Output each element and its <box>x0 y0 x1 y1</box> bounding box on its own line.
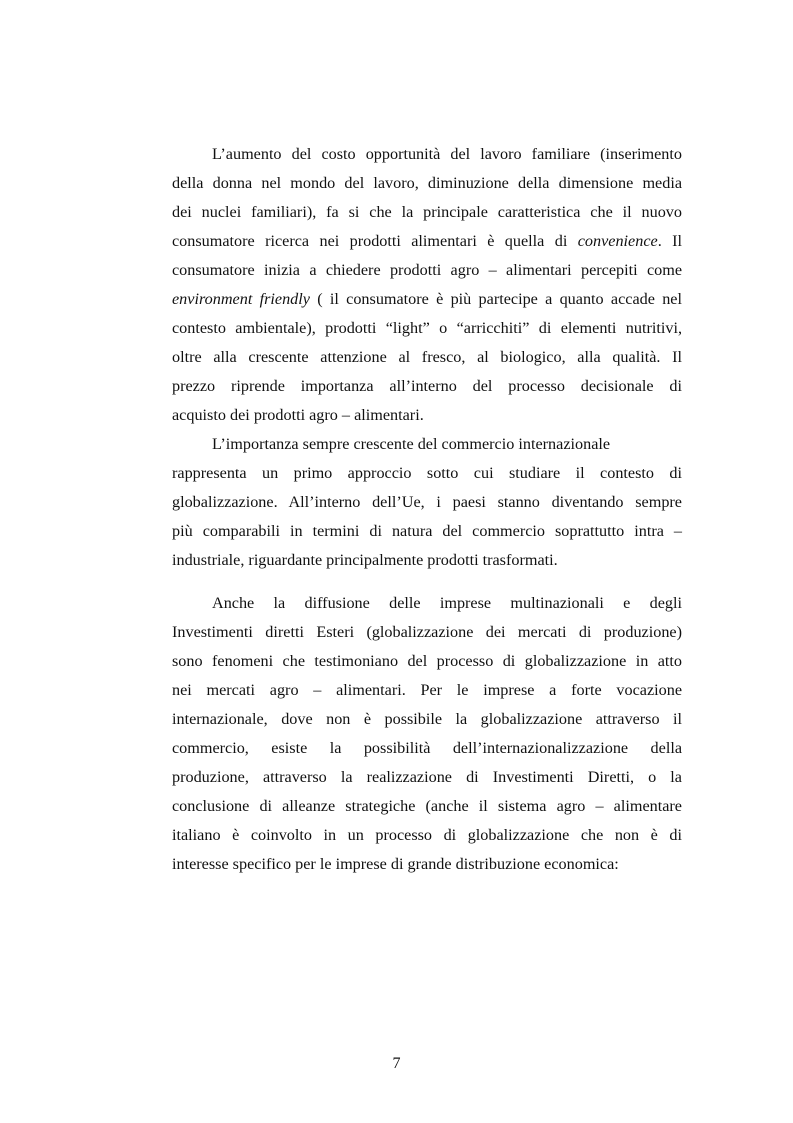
paragraph-3-line-3: sono fenomeni che testimoniano del processo di globalizzazione in atto <box>172 652 682 670</box>
paragraph-3-line-9: italiano è coinvolto in un processo di globalizzazione che non è di <box>172 826 682 844</box>
paragraph-3-line-4: nei mercati agro – alimentari. Per le imprese a forte vocazione <box>172 681 682 699</box>
paragraph-2-line-4: più comparabili in termini di natura del commercio soprattutto intra – <box>172 522 682 540</box>
paragraph-1-line-2: della donna nel mondo del lavoro, diminuzione della dimensione media <box>172 174 682 192</box>
paragraph-3-line-6: commercio, esiste la possibilità dell’internazionalizzazione della <box>172 739 682 757</box>
paragraph-2-line-3: globalizzazione. All’interno dell’Ue, i paesi stanno diventando sempre <box>172 493 682 511</box>
paragraph-1-line-10: acquisto dei prodotti agro – alimentari. <box>172 406 424 424</box>
paragraph-1-line-9: prezzo riprende importanza all’interno del processo decisionale di <box>172 377 682 395</box>
paragraph-3-line-7: produzione, attraverso la realizzazione di Investimenti Diretti, o la <box>172 768 682 786</box>
paragraph-3-line-8: conclusione di alleanze strategiche (anche il sistema agro – alimentare <box>172 797 682 815</box>
paragraph-1-line-8: oltre alla crescente attenzione al fresco, al biologico, alla qualità. Il <box>172 348 682 366</box>
paragraph-1-line-5: consumatore inizia a chiedere prodotti agro – alimentari percepiti come <box>172 261 682 279</box>
paragraph-3-line-2: Investimenti diretti Esteri (globalizzazione dei mercati di produzione) <box>172 623 682 641</box>
line-text: ( il consumatore è più partecipe a quanto accade nel <box>309 290 682 308</box>
paragraph-1-line-1: L’aumento del costo opportunità del lavoro familiare (inserimento <box>212 145 682 163</box>
italic-term-environment-friendly: environment friendly <box>172 290 310 308</box>
paragraph-3-line-10: interesse specifico per le imprese di grande distribuzione economica: <box>172 855 619 873</box>
paragraph-1-line-7: contesto ambientale), prodotti “light” o “arricchiti” di elementi nutritivi, <box>172 319 682 337</box>
line-text: . Il <box>657 232 682 250</box>
page-number: 7 <box>392 1055 401 1072</box>
paragraph-1-line-6 <box>172 285 682 314</box>
paragraph-2-line-2: rappresenta un primo approccio sotto cui studiare il contesto di <box>172 464 682 482</box>
paragraph-1-line-4 <box>172 227 682 256</box>
paragraph-3-line-1: Anche la diffusione delle imprese multinazionali e degli <box>212 594 682 612</box>
paragraph-3-line-5: internazionale, dove non è possibile la globalizzazione attraverso il <box>172 710 682 728</box>
line-text: consumatore ricerca nei prodotti alimentari è quella di <box>172 232 578 250</box>
paragraph-2-line-5: industriale, riguardante principalmente prodotti trasformati. <box>172 551 558 569</box>
italic-term-convenience: convenience <box>577 232 658 250</box>
paragraph-2-line-1: L’importanza sempre crescente del commercio internazionale <box>212 435 611 453</box>
paragraph-1-line-3: dei nuclei familiari), fa si che la principale caratteristica che il nuovo <box>172 203 682 221</box>
